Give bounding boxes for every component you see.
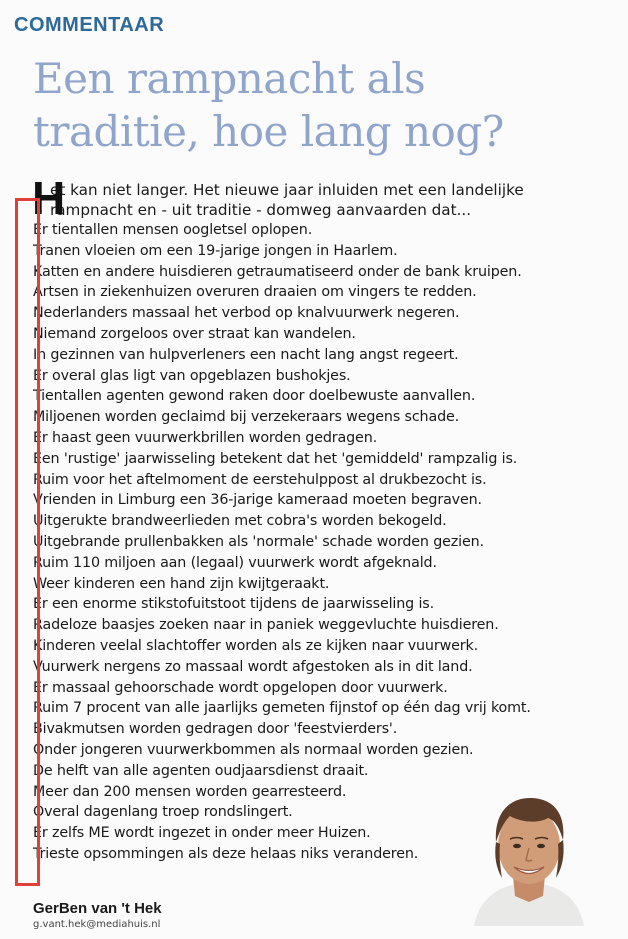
- author-portrait-illustration: [466, 790, 592, 926]
- list-item: Kinderen veelal slachtoffer worden als ze kijken naar vuurwerk.: [33, 637, 479, 654]
- author-name: GerBen van 't Hek: [33, 900, 162, 917]
- list-item: Ruim voor het aftelmoment de eerstehulppost al drukbezocht is.: [33, 471, 487, 488]
- list-item: Er een enorme stikstofuitstoot tijdens de jaarwisseling is.: [33, 596, 434, 613]
- byline: [33, 900, 162, 932]
- list-item: Er tientallen mensen oogletsel oplopen.: [33, 222, 313, 238]
- list-item: Radeloze baasjes zoeken naar in paniek weggevluchte huisdieren.: [33, 617, 499, 634]
- list-item: Weer kinderen een hand zijn kwijtgeraakt.: [33, 575, 330, 592]
- list-item: Meer dan 200 mensen worden gearresteerd.: [33, 783, 347, 800]
- list-item: Er massaal gehoorschade wordt opgelopen door vuurwerk.: [33, 679, 448, 696]
- list-item: Bivakmutsen worden gedragen door 'feestvierders'.: [33, 721, 398, 738]
- section-label: COMMENTAAR: [14, 14, 165, 36]
- list-item: Er haast geen vuurwerkbrillen worden gedragen.: [33, 429, 377, 446]
- list-item: Een 'rustige' jaarwisseling betekent dat het 'gemiddeld' rampzalig is.: [33, 450, 518, 467]
- list-item: Uitgerukte brandweerlieden met cobra's worden bekogeld.: [33, 513, 447, 530]
- list-item: Overal dagenlang troep rondslingert.: [33, 804, 293, 821]
- list-item: Ruim 110 miljoen aan (legaal) vuurwerk wordt afgeknald.: [33, 554, 437, 571]
- list-item: Trieste opsommingen als deze helaas niks veranderen.: [33, 845, 419, 862]
- list-item: In gezinnen van hulpverleners een nacht lang angst regeert.: [33, 346, 459, 363]
- list-item: Ruim 7 procent van alle jaarlijks gemeten fijnstof op één dag vrij komt.: [33, 700, 531, 717]
- drop-cap: H: [32, 172, 66, 224]
- article-body: [32, 172, 593, 865]
- enumeration-list: [33, 220, 593, 865]
- list-item: Uitgebrande prullenbakken als 'normale' schade worden gezien.: [33, 533, 484, 550]
- list-item: Vrienden in Limburg een 36-jarige kameraad moeten begraven.: [33, 492, 482, 509]
- author-email[interactable]: g.vant.hek@mediahuis.nl: [33, 919, 161, 930]
- list-item: Artsen in ziekenhuizen overuren draaien om vingers te redden.: [33, 284, 477, 301]
- list-item: Onder jongeren vuurwerkbommen als normaal worden gezien.: [33, 741, 474, 758]
- intro-line-2: rampnacht en - uit traditie - domweg aanvaarden dat...: [50, 201, 472, 219]
- author-photo: [466, 790, 592, 926]
- intro-line-1: et kan niet langer. Het nieuwe jaar inluiden met een landelijke: [50, 181, 524, 199]
- list-item: De helft van alle agenten oudjaarsdienst draait.: [33, 762, 369, 779]
- list-item: Miljoenen worden geclaimd bij verzekeraars wegens schade.: [33, 409, 460, 426]
- headline-line-2: traditie, hoe lang nog?: [33, 107, 504, 156]
- list-item: Er zelfs ME wordt ingezet in onder meer Huizen.: [33, 825, 371, 842]
- list-item: Tientallen agenten gewond raken door doelbewuste aanvallen.: [33, 388, 476, 405]
- list-item: Er overal glas ligt van opgeblazen bushokjes.: [33, 367, 351, 384]
- list-item: Niemand zorgeloos over straat kan wandelen.: [33, 325, 356, 342]
- headline: [33, 52, 504, 158]
- headline-line-1: Een rampnacht als: [33, 54, 426, 103]
- intro-paragraph: [32, 172, 593, 224]
- list-item: Vuurwerk nergens zo massaal wordt afgestoken als in dit land.: [33, 658, 473, 675]
- list-item: Katten en andere huisdieren getraumatiseerd onder de bank kruipen.: [33, 263, 522, 280]
- list-item: Nederlanders massaal het verbod op knalvuurwerk negeren.: [33, 305, 460, 322]
- list-item: Tranen vloeien om een 19-jarige jongen in Haarlem.: [33, 242, 398, 259]
